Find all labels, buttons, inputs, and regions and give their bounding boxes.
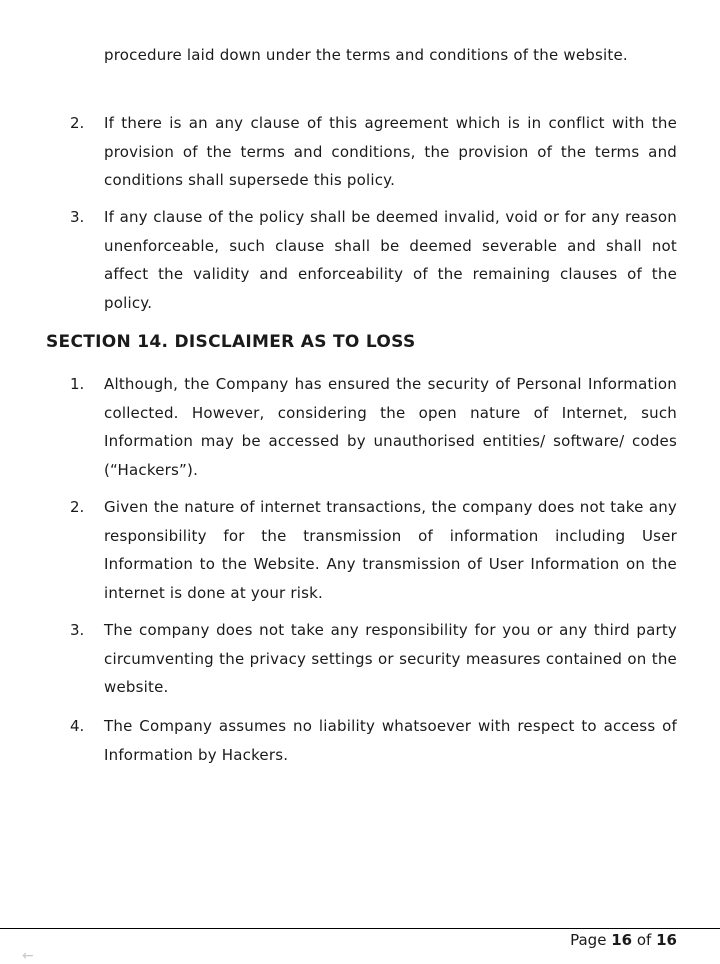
list-item-number: 2. [70,114,85,132]
list-item-number: 3. [70,208,85,226]
list-item-text: The company does not take any responsibility for you or any third party circumventing the privacy settings or security measures contained on the website. [104,621,677,697]
list-item-number: 4. [70,717,85,735]
total-pages: 16 [656,931,677,949]
page-number [570,930,677,950]
list-item-text: If there is an any clause of this agreement which is in conflict with the provision of the terms and conditions, the provision of the terms and conditions shall supersede this policy. [104,114,677,190]
footer-divider [0,928,720,929]
back-arrow-icon: ← [22,948,34,964]
current-page: 16 [611,931,633,949]
list-item-text: Although, the Company has ensured the security of Personal Information collected. However, considering the open nature of Internet, such Information may be accessed by unauthorised entities/ software/ codes (“Hackers”). [104,375,677,479]
list-item-number: 2. [70,498,85,516]
continuation-text: procedure laid down under the terms and conditions of the website. [104,46,628,64]
page-label: Page [570,931,607,949]
of-label: of [636,931,652,949]
section-heading: SECTION 14. DISCLAIMER AS TO LOSS [46,332,416,352]
list-item-text: The Company assumes no liability whatsoever with respect to access of Information by Hackers. [104,717,677,764]
list-item-number: 1. [70,375,85,393]
list-item-text: If any clause of the policy shall be deemed invalid, void or for any reason unenforceable, such clause shall be deemed severable and shall not affect the validity and enforceability of the remaining clauses of the policy. [104,208,677,312]
list-item-text: Given the nature of internet transactions, the company does not take any responsibility for the transmission of information including User Information to the Website. Any transmission of User Information on the internet is done at your risk. [104,498,677,602]
list-item-number: 3. [70,621,85,639]
